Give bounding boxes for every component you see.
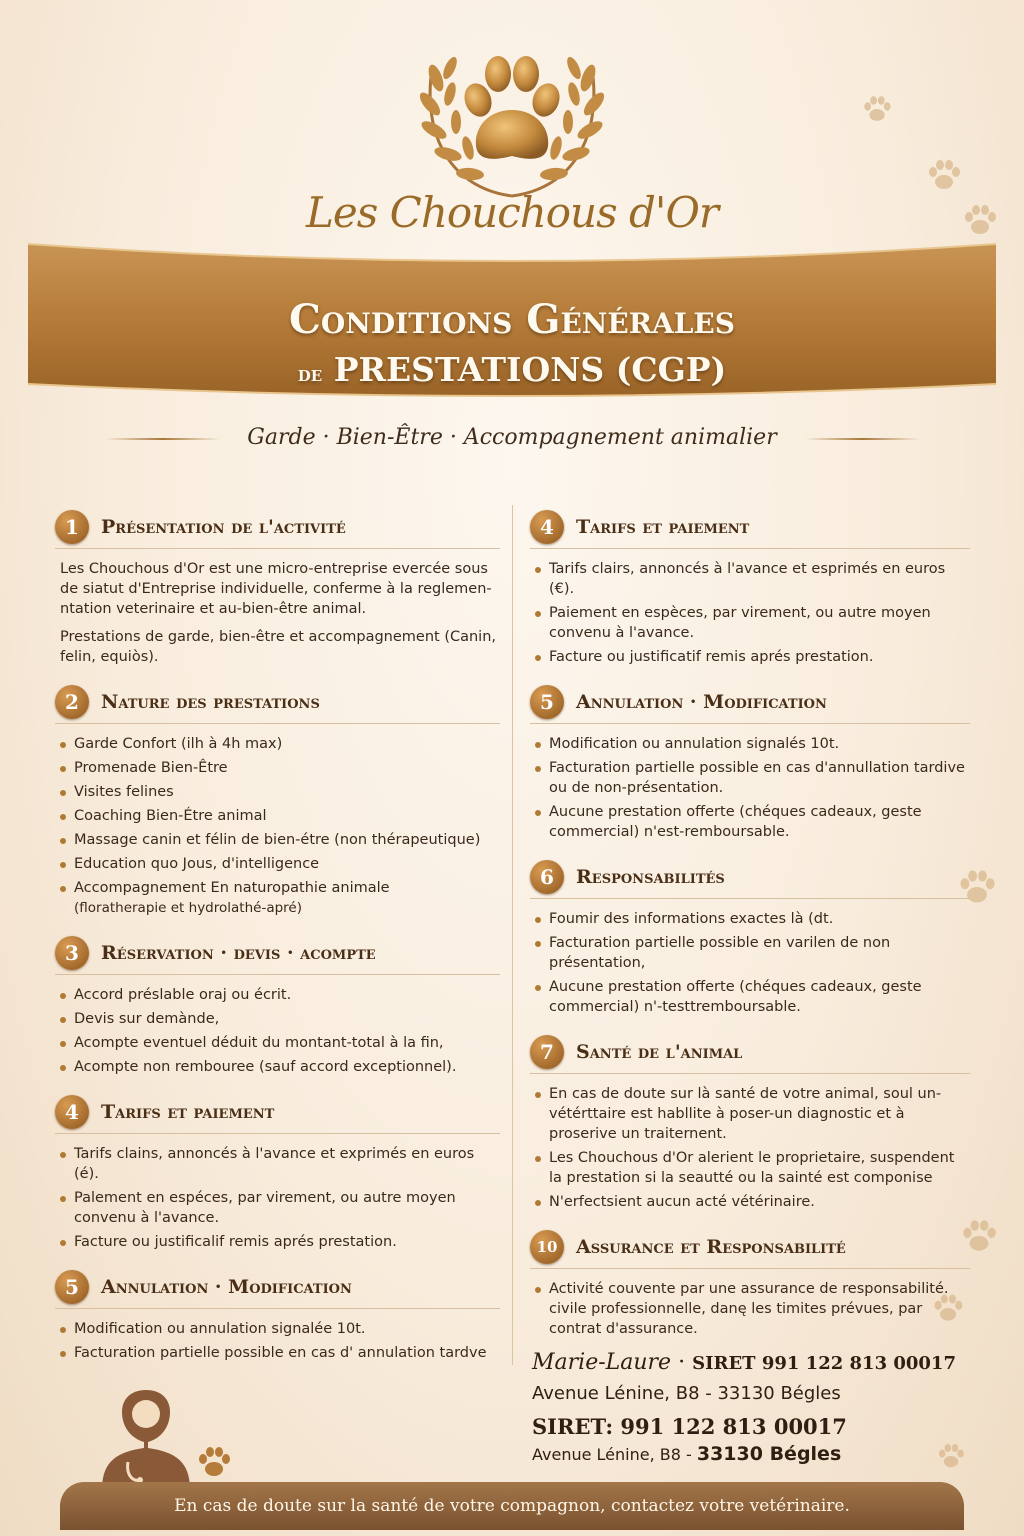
list-item [60,1144,500,1184]
paw-print-icon [860,92,894,130]
footer-banner [60,1482,964,1530]
list-item [535,603,970,643]
list-item [60,734,500,754]
list-item-text: Foumir des informations exactes là (dt. [549,911,834,927]
section-header [530,1035,970,1074]
bullet-list [530,734,970,842]
signature-block [532,1350,972,1465]
section-number-badge: 3 [55,936,89,970]
list-item [535,559,970,599]
list-item [60,1033,500,1053]
section-number-badge: 4 [55,1095,89,1129]
section-number-badge: 4 [530,510,564,544]
section-header [55,1095,500,1134]
section-number-badge: 5 [530,685,564,719]
list-item-note: (floratherapie et hydrolathé-apré) [74,900,302,916]
section-title: Annulation · Modification [101,1276,352,1298]
list-item-text: Les Chouchous d'Or alerient le proprietaire, suspendent la prestation si la seautté ou la sainté est componise [549,1150,955,1186]
list-item [535,647,970,667]
list-item [535,734,970,754]
section [530,685,970,842]
list-item-text: Tarifs clains, annoncés à l'avance et exprimés en euros (é). [74,1146,475,1182]
footer-notice: En cas de doute sur la santé de votre compagnon, contactez votre vetérinaire. [174,1496,850,1516]
section [530,510,970,667]
list-item [535,1279,970,1339]
list-item-text: Coaching Bien-Étre animal [74,808,267,824]
bullet-list [530,909,970,1017]
list-item [60,1319,500,1339]
bullet-list [530,1084,970,1212]
banner-subtitle-main: PRESTATIONS (CGP) [333,350,727,389]
banner-title: Conditions Générales [289,296,735,343]
list-item [60,1232,500,1252]
list-item-text: Acompte eventuel déduit du montant-total à la fin, [74,1035,444,1051]
section-header [55,936,500,975]
section-title: Responsabilités [576,866,725,888]
veterinarian-avatar-icon [92,1390,242,1490]
list-item-text: En cas de doute sur là santé de votre animal, soul un-vétérttaire est habllite à poser-un diagnostic et à proserive un traiternent. [549,1086,942,1142]
list-item-text: Facturation partielle possible en cas d' annulation tardve [74,1345,487,1361]
list-item [60,878,500,918]
section-number-badge: 6 [530,860,564,894]
section-header [55,510,500,549]
list-item [535,1148,970,1188]
list-item-text: Education quo Jous, d'intelligence [74,856,320,872]
list-item-text: Facture ou justificalif remis aprés prestation. [74,1234,397,1250]
section-header [530,1230,970,1269]
list-item-text: N'erfectsient aucun acté vétérinaire. [549,1194,815,1210]
banner-subtitle-de: de [297,361,323,387]
column-divider [512,505,513,1365]
section [530,1035,970,1212]
section [530,860,970,1017]
list-item [60,1057,500,1077]
title-banner [28,238,996,408]
siret-number: SIRET: 991 122 813 00017 [532,1414,847,1439]
list-item [535,933,970,973]
section-title: Tarifs et paiement [101,1101,275,1123]
list-item [60,1343,500,1363]
list-item-text: Tarifs clairs, annoncés à l'avance et esprimés en euros (€). [549,561,946,597]
section [55,936,500,1077]
section-number-badge: 10 [530,1230,564,1264]
address-line [532,1443,972,1465]
list-item [60,854,500,874]
section-title: Nature des prestations [101,691,320,713]
list-item-text: Accompagnement En naturopathie animale [74,880,390,896]
list-item-text: Facturation partielle possible en varilen de non présentation, [549,935,891,971]
section-paragraph: Prestations de garde, bien-être et accompagnement (Canin, felin, equiòs). [60,629,497,665]
section-title: Présentation de l'activité [101,516,346,538]
section-header [55,1270,500,1309]
brand-logo [392,28,632,208]
list-item-text: Activité couvente par une assurance de responsabilité. civile professionnelle, danę les timites prévues, par contrat d'assurance. [549,1281,949,1337]
address-city: 33130 Bégles [696,1443,842,1465]
list-item [60,985,500,1005]
bullet-list [55,734,500,918]
list-item [60,1009,500,1029]
list-item-text: Accord préslable oraj ou écrit. [74,987,292,1003]
section-title: Annulation · Modification [576,691,827,713]
section-number-badge: 1 [55,510,89,544]
list-item [535,758,970,798]
list-item-text: Aucune prestation offerte (chéques cadeaux, geste commercial) n'-testtremboursable. [549,979,922,1015]
section [55,510,500,667]
list-item-text: Modification ou annulation signalés 10t. [549,736,840,752]
list-item-text: Modification ou annulation signalée 10t. [74,1321,366,1337]
list-item [535,977,970,1017]
bullet-list [55,1319,500,1363]
section-title: Tarifs et paiement [576,516,750,538]
list-item [60,758,500,778]
left-column [55,510,500,1381]
list-item-text: Visites felines [74,784,174,800]
bullet-list [55,985,500,1077]
signature-name-line: Marie-Laure · SIRET 991 122 813 00017 [532,1350,956,1375]
signature-siret: SIRET 991 122 813 00017 [692,1353,956,1374]
banner-subtitle [28,350,996,389]
section-title: Réservation · devis · acompte [101,942,376,964]
section-header [530,510,970,549]
right-column [530,510,970,1357]
list-item-text: Facture ou justificatif remis aprés prestation. [549,649,874,665]
section [55,1095,500,1252]
list-item-text: Paiement en espèces, par virement, ou autre moyen convenu à l'avance. [549,605,931,641]
section-paragraph: Les Chouchous d'Or est une micro-entreprise evercée sous de siatut d'Entreprise individuelle, conferme à la reglemen-ntation veterinaire et au-bien-être animal. [60,561,492,617]
section [530,1230,970,1339]
list-item [60,1188,500,1228]
list-item [60,806,500,826]
address-street: Avenue Lénine, B8 - [532,1445,692,1464]
list-item [535,802,970,842]
section-number-badge: 2 [55,685,89,719]
list-item-text: Palement en espéces, par virement, ou autre moyen convenu à l'avance. [74,1190,456,1226]
tagline: Garde · Bien-Être · Accompagnement animalier [247,425,777,450]
section-header [530,685,970,724]
paw-print-icon [460,56,564,159]
list-item [60,782,500,802]
list-item [535,1084,970,1144]
section [55,685,500,918]
brand-name: Les Chouchous d'Or [306,188,718,237]
list-item [60,830,500,850]
bullet-list [530,1279,970,1339]
list-item-text: Facturation partielle possible en cas d'annullation tardive ou de non-présentation. [549,760,965,796]
list-item-text: Garde Confort (ilh à 4h max) [74,736,283,752]
section-header [530,860,970,899]
list-item-text: Massage canin et félin de bien-étre (non thérapeutique) [74,832,481,848]
section-number-badge: 5 [55,1270,89,1304]
signature-address: Avenue Lénine, B8 - 33130 Bégles [532,1383,841,1404]
list-item-text: Promenade Bien-Être [74,760,228,776]
list-item [535,1192,970,1212]
section-title: Assurance et Responsabilité [576,1236,846,1258]
list-item-text: Aucune prestation offerte (chéques cadeaux, geste commercial) n'est-remboursable. [549,804,922,840]
bullet-list [55,1144,500,1252]
list-item-text: Devis sur demànde, [74,1011,220,1027]
section-header [55,685,500,724]
bullet-list [530,559,970,667]
section-number-badge: 7 [530,1035,564,1069]
list-item [535,909,970,929]
signature-name: Marie-Laure [532,1350,672,1375]
list-item-text: Acompte non rembouree (sauf accord exceptionnel). [74,1059,457,1075]
section [55,1270,500,1363]
section-title: Santé de l'animal [576,1041,743,1063]
